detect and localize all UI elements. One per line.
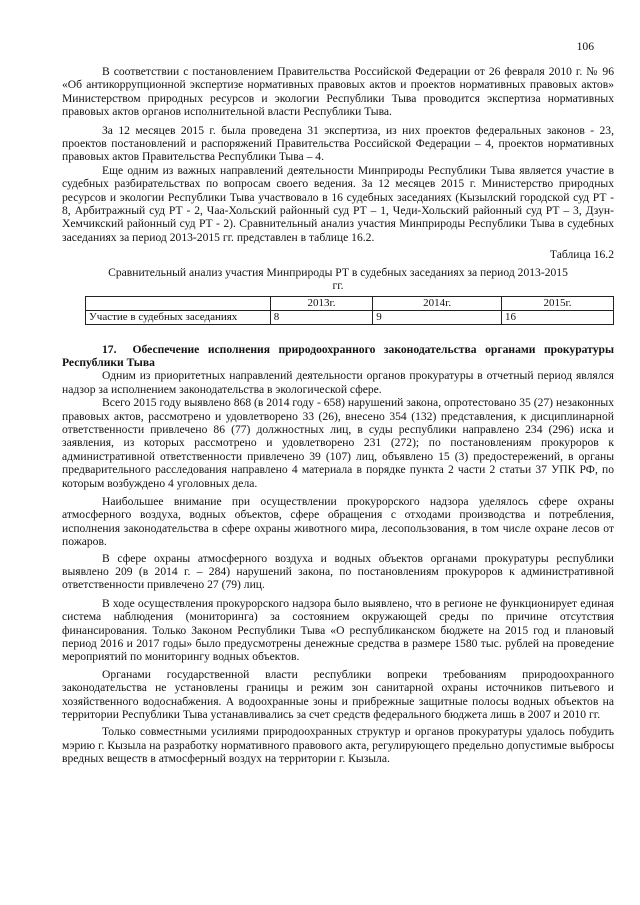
- paragraph: Органами государственной власти республики вопреки требованиям природоохранного законодательства не установлены границы и режим зон санитарной охраны источников питьевого и хозяйственного водоснабжения. А водоохранные зоны и прибрежные защитные полосы водных объектов на территории Республики Тыва устанавливались за счет средств федерального бюджета лишь в 2007 и 2010 гг.: [62, 667, 614, 722]
- paragraph: Наибольшее внимание при осуществлении прокурорского надзора уделялось сфере охраны атмосферного воздуха, водных объектов, сфере обращения с отходами производства и потребления, исполнения законодательства в сфере охраны животного мира, лесопользования, в том числе охране лесов от пожаров.: [62, 494, 614, 549]
- table-header-row: [86, 296, 614, 310]
- paragraph: Только совместными усилиями природоохранных структур и органов прокуратуры удалось побудить мэрию г. Кызыла на разработку нормативного правового акта, регулирующего предельно допустимые выбросы вредных веществ в атмосферный воздух на территории г. Кызыла.: [62, 725, 614, 766]
- paragraph: Еще одним из важных направлений деятельности Минприроды Республики Тыва является участие в судебных разбирательствах по вопросам своего ведения. За 12 месяцев 2015 г. Министерство природных ресурсов и экологии Республики Тыва участвовало в 16 судебных заседаниях (Кызылский городской суд РТ - 8, Арбитражный суд РТ - 2, Чаа-Хольский районный суд РТ – 1, Чеди-Хольский районный суд РТ – 3, Дзун-Хемчикский районный суд РТ - 2). Сравнительный анализ участия Минприроды Республики Тыва в судебных заседаниях за период 2013-2015 гг. представлен в таблице 16.2.: [62, 163, 614, 244]
- table-cell: 8: [270, 310, 373, 324]
- page-content: [62, 65, 614, 766]
- section-heading: [62, 343, 614, 370]
- comparison-table: [85, 296, 614, 325]
- paragraph: За 12 месяцев 2015 г. была проведена 31 экспертиза, из них проектов федеральных законов - 23, проектов постановлений и распоряжений Правительства Российской Федерации – 4, проектов нормативных правовых актов Правительства Республики Тыва – 4.: [62, 123, 614, 164]
- section-title: Обеспечение исполнения природоохранного законодательства органами прокуратуры Республики Тыва: [62, 342, 614, 369]
- table-header-cell: 2014г.: [373, 296, 502, 310]
- table-cell: 9: [373, 310, 502, 324]
- table-number: Таблица 16.2: [549, 248, 614, 262]
- table-header-cell: 2013г.: [270, 296, 373, 310]
- table-header-cell: 2015г.: [502, 296, 614, 310]
- table-cell: 16: [502, 310, 614, 324]
- paragraph: В сфере охраны атмосферного воздуха и водных объектов органами прокуратуры республики выявлено 209 (в 2014 г. – 284) нарушений закона, по постановлениям прокуроров к административной ответственности привлечено 27 (79) лиц.: [62, 551, 614, 592]
- section-number: 17.: [102, 342, 117, 356]
- table-row-label: Участие в судебных заседаниях: [86, 310, 271, 324]
- paragraph: В соответствии с постановлением Правительства Российской Федерации от 26 февраля 2010 г. № 96 «Об антикоррупционной экспертизе нормативных правовых актов и проектов нормативных правовых актов» Министерством природных ресурсов и экологии Республики Тыва проводится экспертиза нормативных правовых актов органов исполнительной власти Республики Тыва.: [62, 65, 614, 119]
- table-caption: Сравнительный анализ участия Минприроды РТ в судебных заседаниях за период 2013-2015 гг.: [108, 265, 568, 293]
- paragraph: В ходе осуществления прокурорского надзора было выявлено, что в регионе не функционирует единая система наблюдения (мониторинга) за состоянием окружающей среды по причине отсутствия финансирования. Только Законом Республики Тыва «О республиканском бюджете на 2015 год и плановый период 2016 и 2017 годы» было предусмотрены денежные средства в размере 1580 тыс. рублей на проведение мероприятий по мониторингу водных объектов.: [62, 596, 614, 664]
- paragraph: Всего 2015 году выявлено 868 (в 2014 году - 658) нарушений закона, опротестовано 35 (27) незаконных правовых актов, рассмотрено и удовлетворено 33 (26), внесено 354 (132) представления, к дисциплинарной ответственности привлечено 86 (77) должностных лиц, в суды республики направлено 234 (296) иска и заявления, из которых рассмотрено и удовлетворено 231 (272); по постановлениям прокуроров к административной ответственности привлечено 39 (107) лиц, объявлено 15 (3) предостережений, в органы предварительного расследования направлено 4 материала в порядке пункта 2 части 2 статьи 37 УПК РФ, по которым возбуждено 4 уголовных дела.: [62, 396, 614, 490]
- table-header-cell: [86, 296, 271, 310]
- paragraph: Одним из приоритетных направлений деятельности органов прокуратуры в отчетный период являлся надзор за исполнением законодательства в экологической сфере.: [62, 369, 614, 396]
- table-row: [86, 310, 614, 324]
- page-number: 106: [576, 40, 594, 53]
